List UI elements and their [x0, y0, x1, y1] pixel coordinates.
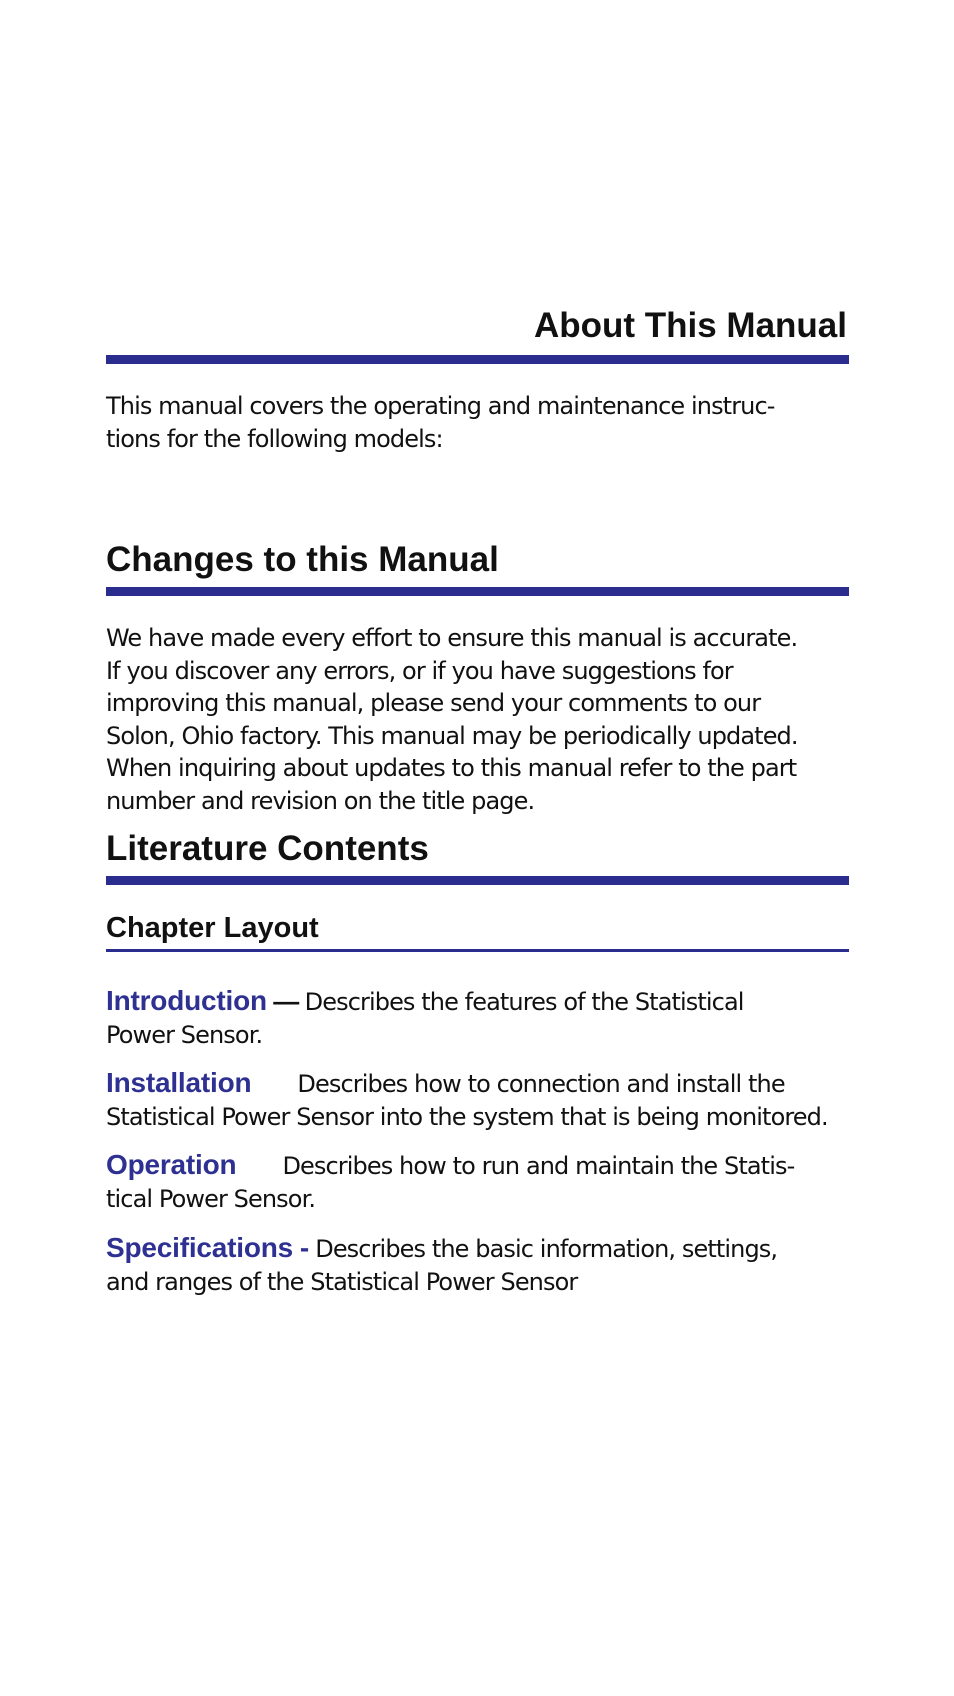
about-heading: About This Manual [533, 306, 847, 345]
chapter-separator: - [293, 1232, 316, 1263]
changes-line: Solon, Ohio factory. This manual may be periodically updated. [106, 721, 798, 750]
literature-heading-wrap [106, 829, 849, 869]
literature-heading-rule [106, 876, 849, 885]
chapter-term: Operation [106, 1149, 237, 1180]
chapter-layout-heading-wrap [106, 911, 849, 945]
changes-heading-rule [106, 587, 849, 596]
literature-heading: Literature Contents [106, 829, 429, 868]
changes-line: When inquiring about updates to this manual refer to the part [106, 754, 797, 782]
chapter-term: Specifications [106, 1232, 294, 1263]
chapter-entry-operation [106, 1149, 849, 1215]
chapter-term: Installation [106, 1067, 252, 1098]
chapter-term: Introduction [106, 985, 267, 1016]
changes-line: improving this manual, please send your comments to our [106, 689, 761, 717]
chapter-description: Describes the basic information, settings, [315, 1235, 778, 1263]
chapter-description: Describes how to connection and install the [297, 1070, 785, 1098]
chapter-description-line2: Statistical Power Sensor into the system that is being monitored. [106, 1102, 828, 1131]
chapter-separator: — [266, 986, 305, 1016]
changes-line: number and revision on the title page. [106, 786, 535, 815]
changes-line: If you discover any errors, or if you have suggestions for [106, 656, 733, 685]
chapter-description: Describes how to run and maintain the Statis- [282, 1152, 795, 1180]
changes-line: We have made every effort to ensure this manual is accurate. [106, 624, 798, 652]
chapter-layout-rule [106, 949, 849, 952]
about-text-line1: This manual covers the operating and maintenance instruc- [106, 392, 775, 420]
chapter-description-line2: tical Power Sensor. [106, 1184, 316, 1213]
chapter-description-line2: Power Sensor. [106, 1020, 263, 1049]
chapter-entry-introduction [106, 985, 849, 1051]
chapter-description: Describes the features of the Statistical [304, 988, 744, 1016]
chapter-description-line2: and ranges of the Statistical Power Sensor [106, 1267, 578, 1296]
about-paragraph [106, 390, 849, 455]
about-text-line2: tions for the following models: [106, 424, 443, 453]
changes-paragraph [106, 622, 849, 817]
chapter-layout-heading: Chapter Layout [106, 912, 319, 944]
about-heading-rule [106, 355, 849, 364]
changes-heading-wrap [106, 540, 849, 580]
about-heading-wrap [106, 306, 849, 346]
changes-heading: Changes to this Manual [106, 540, 499, 579]
chapter-entry-installation [106, 1067, 849, 1133]
chapter-entry-specifications [106, 1232, 849, 1298]
